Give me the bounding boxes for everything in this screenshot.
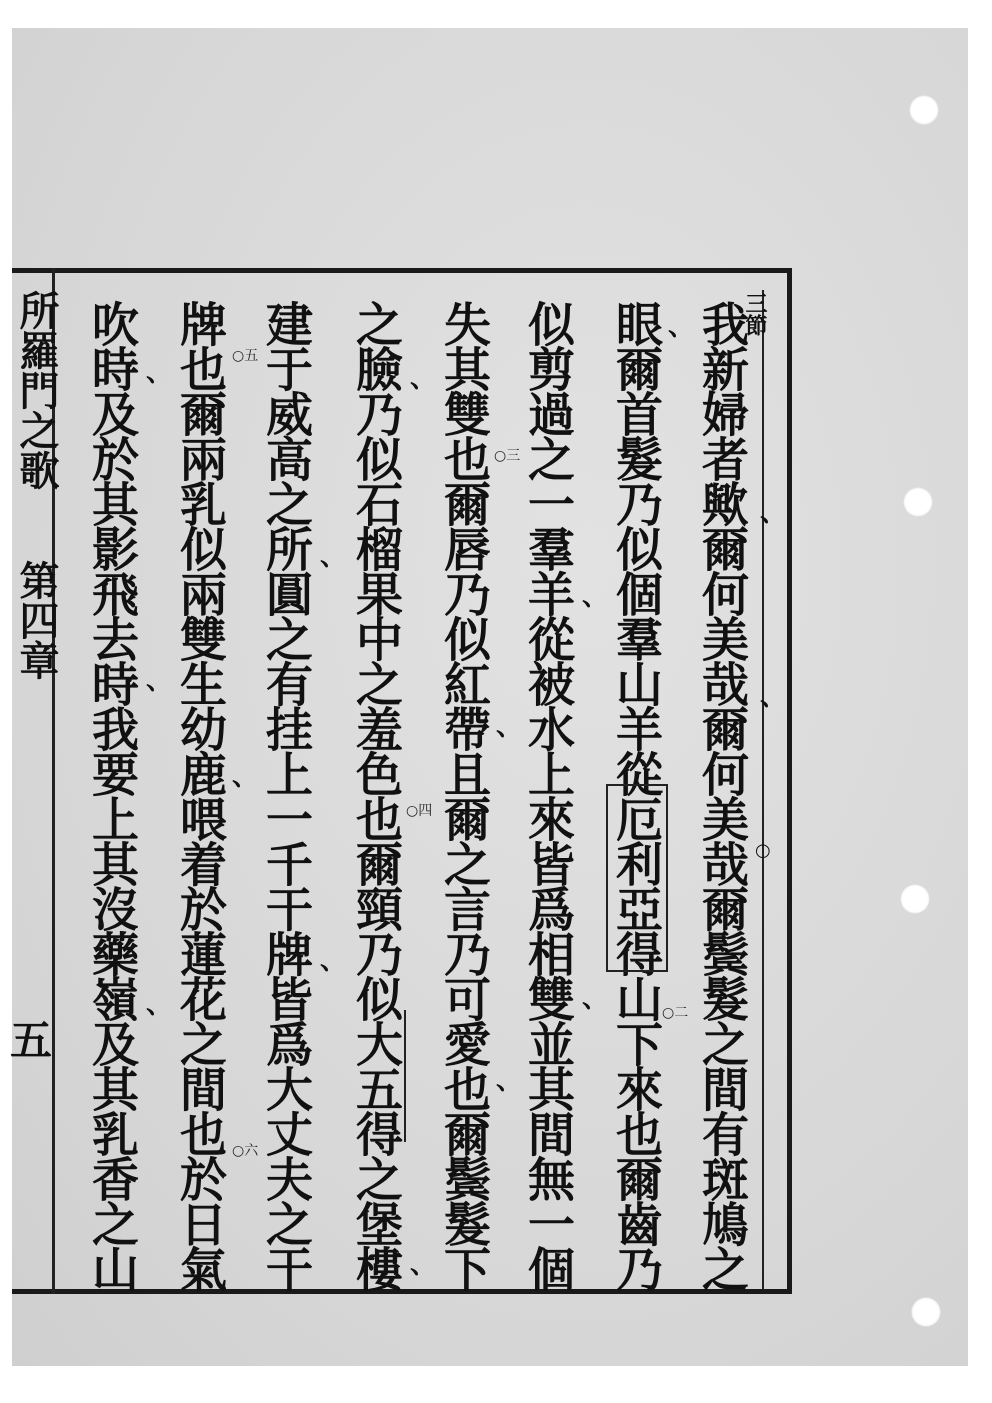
punch-hole [911, 1297, 941, 1327]
punctuation-mark: 、 [232, 762, 259, 792]
text-column-4: 失其雙也爾唇乃似紅帶且爾之言乃可愛也爾鬓髮下 [436, 300, 491, 1290]
punctuation-mark: 、 [410, 1250, 437, 1280]
punctuation-mark: 、 [496, 712, 523, 742]
text-column-2: 眼爾首髮乃似個羣山羊從厄利亞得山下來也爾齒乃 [608, 300, 663, 1290]
punctuation-mark: 、 [146, 990, 173, 1020]
frame-inner-rule [762, 290, 764, 1290]
punch-hole [903, 487, 933, 517]
section-label: 三節 [742, 292, 768, 336]
text-column-1: 我新婦者歟爾何美哉爾何美哉爾鬓髮之間有斑鳩之 [694, 300, 749, 1290]
punctuation-mark: 、 [760, 498, 787, 528]
verse-note: ○二 [662, 1005, 689, 1021]
verse-note: ○四 [406, 803, 433, 819]
circle-mark: ○ [755, 840, 771, 861]
verse-note: ○五 [232, 348, 259, 364]
text-column-6: 建于威高之所圓之有挂上一千干牌皆爲大丈夫之干 [258, 300, 313, 1290]
text-column-5: 之臉乃似石榴果中之羞色也爾頸乃似大五得之堡樓 [348, 300, 403, 1290]
page-number: 五 [10, 1016, 53, 1065]
punch-hole [900, 884, 930, 914]
verse-note: ○六 [232, 1143, 259, 1159]
proper-name-line [404, 1010, 406, 1142]
text-column-7: 牌也爾兩乳似兩雙生幼鹿喂着於蓮花之間也於日氣 [172, 300, 227, 1290]
verse-note: ○三 [494, 448, 521, 464]
punctuation-mark: 、 [582, 582, 609, 612]
punctuation-mark: 、 [146, 666, 173, 696]
punch-hole [909, 95, 939, 125]
punctuation-mark: 、 [582, 984, 609, 1014]
punctuation-mark: 、 [668, 312, 695, 342]
punctuation-mark: 、 [146, 358, 173, 388]
punctuation-mark: 、 [496, 1066, 523, 1096]
text-column-3: 似剪過之一羣羊從被水上來皆爲相雙並其間無一個 [520, 300, 575, 1290]
punctuation-mark: 、 [410, 364, 437, 394]
text-column-8: 吹時及於其影飛去時我要上其沒藥嶺及其乳香之山 [84, 300, 139, 1290]
punctuation-mark: 、 [760, 682, 787, 712]
punctuation-mark: 、 [320, 542, 347, 572]
running-title: 所羅門之歌 [13, 290, 60, 490]
punctuation-mark: 、 [320, 946, 347, 976]
proper-name-box [606, 784, 668, 972]
chapter-label: 第四章 [13, 560, 60, 680]
